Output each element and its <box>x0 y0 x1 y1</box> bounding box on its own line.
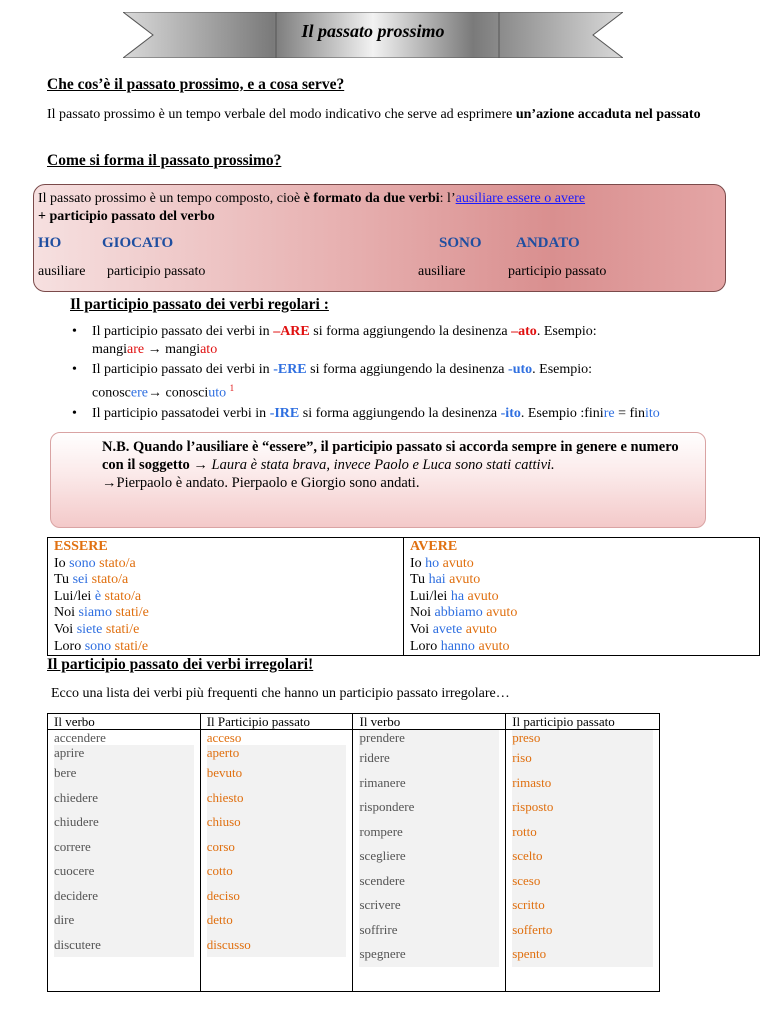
footnote-marker[interactable]: 1 <box>229 383 235 393</box>
essere-column <box>48 538 404 656</box>
verb-item: prendere <box>359 730 405 745</box>
pronoun: Lui/lei <box>54 588 92 604</box>
formation-t4: + participio passato del verbo <box>38 209 215 224</box>
label-part-2: participio passato <box>508 264 607 279</box>
title-banner <box>123 12 623 58</box>
verb-item: chiedere <box>54 789 99 805</box>
participle: stato/a <box>104 588 142 604</box>
formation-t1: Il passato prossimo è un tempo composto, cioè <box>38 191 304 206</box>
col-verbs-2 <box>353 730 506 992</box>
pronoun: Loro <box>54 638 82 654</box>
rule-ere-ending: -ERE <box>273 362 307 377</box>
regular-rules-list <box>72 323 752 425</box>
definition-paragraph <box>47 106 747 124</box>
pronoun: Lui/lei <box>410 588 448 604</box>
rule-ire-text3: . Esempio :fini <box>520 405 604 421</box>
participle: stati/e <box>115 605 149 621</box>
heading-regular: Il participio passato dei verbi regolari : <box>70 296 329 313</box>
pronoun: Loro <box>410 638 438 654</box>
irregular-intro: Ecco una lista dei verbi più frequenti che hanno un participio passato irregolare… <box>51 686 510 701</box>
example-are-ending: are <box>127 342 145 357</box>
auxiliary: abbiamo <box>434 605 483 621</box>
essere-row <box>54 622 397 639</box>
participle-item: spento <box>512 946 547 961</box>
participle-item: riso <box>512 750 532 765</box>
verb-item: chiudere <box>54 814 99 829</box>
example-ere-stem2: → conosci <box>147 385 209 401</box>
heading-how-formed: Come si forma il passato prossimo? <box>47 152 282 169</box>
avere-column <box>404 538 760 656</box>
participle-item: rotto <box>512 823 537 839</box>
pronoun: Io <box>54 555 66 571</box>
header-participle-2: Il participio passato <box>506 714 660 730</box>
example1-participle: GIOCATO <box>102 235 174 251</box>
avere-row <box>410 572 753 589</box>
participle-item: sofferto <box>512 921 553 937</box>
verb-item: spegnere <box>359 946 406 961</box>
avere-row <box>410 556 753 573</box>
rule-are-text: Il participio passato dei verbi in <box>92 324 274 339</box>
participle-item: preso <box>512 730 541 745</box>
avere-row <box>410 605 753 622</box>
auxiliary-link[interactable]: ausiliare essere o avere <box>455 191 586 206</box>
example-ire-stem: = fin <box>614 405 646 421</box>
essere-row <box>54 556 397 573</box>
participle: avuto <box>449 572 481 588</box>
example1-aux: HO <box>38 235 62 251</box>
bullet-icon: • <box>72 405 77 421</box>
rule-are-suffix: –ato <box>511 324 537 339</box>
label-aux-2: ausiliare <box>418 264 466 279</box>
rule-ere-suffix: -uto <box>508 362 533 377</box>
essere-row <box>54 605 397 622</box>
heading-irregular-suffix: ! <box>308 656 314 673</box>
auxiliary: sono <box>84 638 112 654</box>
auxiliary: hai <box>428 572 446 588</box>
verb-item: scegliere <box>359 848 406 863</box>
participle: stati/e <box>105 621 140 637</box>
page-title: Il passato prossimo <box>301 21 445 41</box>
participle-item: chiuso <box>206 814 241 829</box>
verb-item: decidere <box>54 887 99 903</box>
verb-item: bere <box>54 765 77 780</box>
verb-item: discutere <box>54 936 101 952</box>
verb-item: cuocere <box>54 863 95 878</box>
formation-t2: è formato da due verbi <box>303 191 440 206</box>
rule-are-text3: . Esempio: <box>536 324 597 339</box>
rule-ere <box>72 361 752 403</box>
avere-row <box>410 622 753 639</box>
participle: avuto <box>465 621 497 637</box>
example-are-suffix: ato <box>200 342 218 357</box>
participle-item: cotto <box>206 863 233 878</box>
participle-item: sceso <box>512 872 541 888</box>
rule-ire-suffix: -ito <box>500 405 521 421</box>
avere-row <box>410 589 753 606</box>
irregular-verbs-table <box>47 713 660 992</box>
auxiliary: hanno <box>440 638 475 654</box>
participle-item: detto <box>206 912 233 927</box>
example-ire-suffix: ito <box>645 405 660 421</box>
essere-row <box>54 589 397 606</box>
verb-item: accendere <box>54 730 106 745</box>
verb-item: dire <box>54 912 75 927</box>
rule-ire-ending: -IRE <box>269 405 300 421</box>
example-are-stem: mangi <box>92 342 127 357</box>
rule-ere-text: Il participio passato dei verbi in <box>92 362 274 377</box>
heading-what-is: Che cos’è il passato prossimo, e a cosa serve? <box>47 76 345 93</box>
rule-ire-text2: si forma aggiungendo la desinenza <box>299 405 501 421</box>
verb-item: scendere <box>359 872 405 888</box>
participle-item: bevuto <box>206 765 243 780</box>
pronoun: Tu <box>410 572 426 588</box>
essere-row <box>54 572 397 589</box>
example-ere-ending: ere <box>130 385 148 401</box>
participle: avuto <box>442 555 474 571</box>
participle-item: scritto <box>512 897 545 912</box>
bullet-icon: • <box>72 324 77 339</box>
verb-item: ridere <box>359 750 390 765</box>
essere-title: ESSERE <box>54 539 108 554</box>
example-are-stem2: → mangi <box>144 342 201 357</box>
bullet-icon: • <box>72 362 77 377</box>
col-participles-1 <box>200 730 353 992</box>
auxiliary: ha <box>450 588 465 604</box>
header-verb-2: Il verbo <box>353 714 506 730</box>
definition-text: Il passato prossimo è un tempo verbale del modo indicativo che serve ad esprimere <box>47 107 516 122</box>
participle-item: rimasto <box>512 774 552 790</box>
participle-item: risposto <box>512 799 554 814</box>
pronoun: Voi <box>410 621 430 637</box>
col-verbs-1 <box>48 730 201 992</box>
definition-bold: un’azione accaduta nel passato <box>515 107 701 122</box>
participle: stati/e <box>114 638 149 654</box>
participle: stato/a <box>91 572 129 588</box>
example-ere-suffix: uto <box>208 385 227 401</box>
pronoun: Tu <box>54 572 70 588</box>
auxiliary: sei <box>72 572 89 588</box>
participle: avuto <box>467 588 499 604</box>
example2-participle: ANDATO <box>516 235 580 251</box>
participle-item: aperto <box>206 745 240 760</box>
rule-ere-text2: si forma aggiungendo la desinenza <box>306 362 509 377</box>
auxiliary: avete <box>432 621 463 637</box>
col-participles-2 <box>506 730 660 992</box>
formation-t3: : l’ <box>439 191 456 206</box>
pronoun: Io <box>410 555 422 571</box>
participle-item: acceso <box>206 730 242 745</box>
nb-example-line2: →Pierpaolo è andato. Pierpaolo e Giorgio sono andati. <box>102 475 420 491</box>
rule-are-text2: si forma aggiungendo la desinenza <box>309 324 512 339</box>
participle-item: chiesto <box>206 789 244 805</box>
label-part-1: participio passato <box>107 264 206 279</box>
rule-ire <box>72 405 752 423</box>
example-ire-ending: re <box>603 405 615 421</box>
conjugation-table <box>47 537 760 656</box>
auxiliary: è <box>94 588 102 604</box>
rule-ere-text3: . Esempio: <box>532 362 593 377</box>
verb-item: rispondere <box>359 799 415 814</box>
nb-example-italic: Laura è stata brava, invece Paolo e Luca sono stati cattivi. <box>211 457 555 473</box>
participle-item: corso <box>206 838 235 854</box>
participle: stato/a <box>99 555 136 571</box>
header-verb-1: Il verbo <box>48 714 201 730</box>
participle: avuto <box>486 605 518 621</box>
verb-item: soffrire <box>359 921 398 937</box>
auxiliary: ho <box>425 555 440 571</box>
example-ere-stem: conosc <box>92 385 131 401</box>
essere-row <box>54 639 397 656</box>
auxiliary: siamo <box>78 605 112 621</box>
nb-bold: N.B. Quando l’ausiliare è “essere”, il participio passato si accorda sempre in genere e numero con il soggetto <box>102 439 679 473</box>
auxiliary: sono <box>69 555 96 571</box>
verb-item: rompere <box>359 823 403 839</box>
pronoun: Voi <box>54 621 74 637</box>
formation-text <box>38 190 718 208</box>
verb-item: correre <box>54 838 91 854</box>
avere-title: AVERE <box>410 539 458 554</box>
pronoun: Noi <box>54 605 75 621</box>
verb-item: scrivere <box>359 897 401 912</box>
nb-arrow: → <box>189 457 212 473</box>
heading-irregular <box>47 656 313 674</box>
heading-irregular-text: Il participio passato dei verbi irregolari <box>47 656 309 673</box>
verb-item: aprire <box>54 745 85 760</box>
verb-item: rimanere <box>359 774 406 790</box>
header-participle-1: Il Participio passato <box>200 714 353 730</box>
rule-are-ending: –ARE <box>273 324 310 339</box>
participle-item: deciso <box>206 887 240 903</box>
avere-row <box>410 639 753 656</box>
rule-ire-text: Il participio passatodei verbi in <box>92 405 270 421</box>
example2-aux: SONO <box>439 235 482 251</box>
auxiliary: siete <box>76 621 103 637</box>
participle: avuto <box>478 638 510 654</box>
pronoun: Noi <box>410 605 431 621</box>
participle-item: scelto <box>512 848 543 863</box>
rule-are <box>72 323 752 359</box>
participle-item: discusso <box>206 936 251 952</box>
label-aux-1: ausiliare <box>38 264 86 279</box>
nb-text <box>102 438 700 492</box>
